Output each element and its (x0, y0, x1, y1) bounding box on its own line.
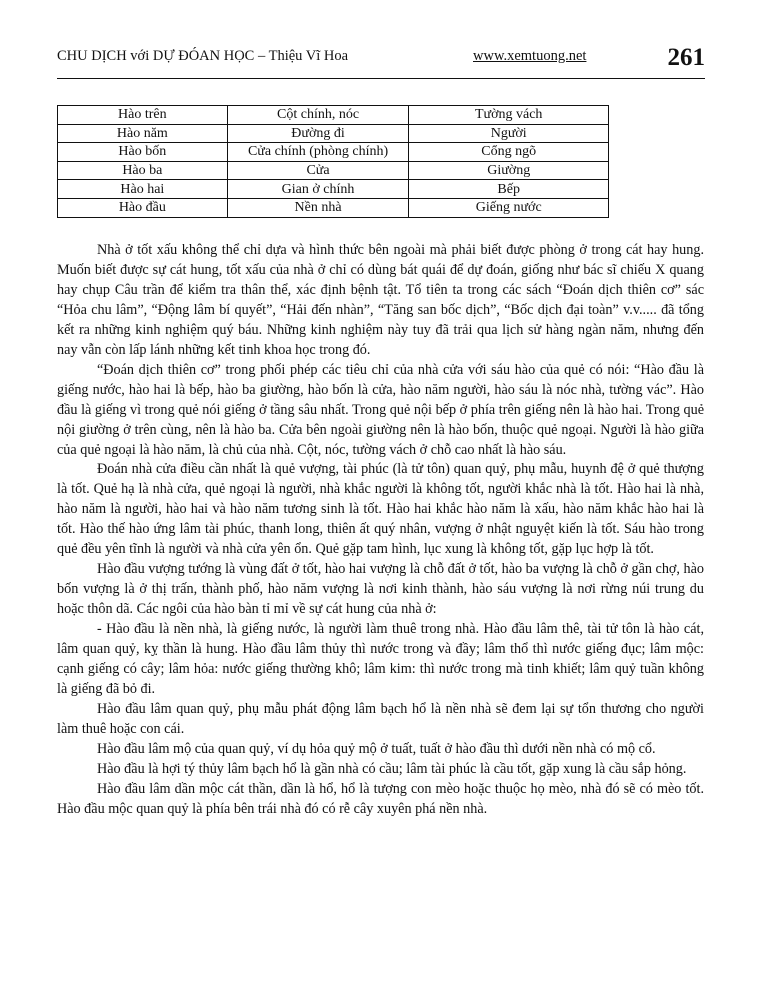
table-row (58, 143, 609, 162)
website-link[interactable]: www.xemtuong.net (473, 48, 587, 64)
table-cell: Gian ở chính (227, 180, 409, 199)
paragraph: Hào đầu lâm dần mộc cát thần, dần là hổ, hổ là tượng con mèo hoặc thuộc họ mèo, nhà đó sẽ có mèo tốt. Hào đầu mộc quan quỷ là phía bên trái nhà đó có rễ cây xuyên phá nền nhà. (57, 780, 704, 817)
table-row (58, 161, 609, 180)
table-cell: Hào bốn (58, 143, 228, 162)
paragraph: Nhà ở tốt xấu không thể chỉ dựa và hình thức bên ngoài mà phải biết được phòng ở trong cát hay hung. Muốn biết được sự cát hung, tốt xấu của nhà ở chỉ có dùng bát quái để dự đoán, giống như bác sĩ chiếu X quang hay chụp Câu trần để kiểm tra thân thể, xác định bệnh tật. Tổ tiên ta trong các sách “Đoán dịch thiên cơ” sác “Hỏa chu lâm”, “Động lâm bí quyết”, “Hải đến nhàn”, “Tăng san bốc dịch”, “Bốc dịch đại toàn” v.v..... đã tổng kết ra những kinh nghiệm quý báu. Những kinh nghiệm này tuy đã trải qua lịch sử hàng ngàn năm, nhưng đến nay vẫn còn lấp lánh những kết tinh khoa học trong đó. (57, 242, 704, 358)
table-cell: Hào đầu (58, 198, 228, 217)
table-cell: Cửa (227, 161, 409, 180)
table-cell: Hào ba (58, 161, 228, 180)
hexagram-line-house-table (57, 105, 609, 218)
paragraph: “Đoán dịch thiên cơ” trong phối phép các tiêu chỉ của nhà cửa với sáu hào của quẻ có nói: “Hào đầu là giếng nước, hào hai là bếp, hào ba giường, hào bốn là cửa, hào năm người, hào sáu là nóc nhà, tường vác”. Hào đầu là giếng vì trong quẻ nói giếng ở tầng sâu nhất. Trong quẻ nội bếp ở phía trên giếng nên là hào hai. Trong quẻ nội giường ở trên cùng, nên là hào ba. Cửa bên ngoài giường nên là hào bốn, thuộc quẻ ngoại. Người là hào giữa của quẻ ngoại là hào năm, là chủ của nhà. Cột, nóc, tường vách ở chỗ cao nhất là hào sáu. (57, 361, 704, 458)
table-cell: Hào trên (58, 106, 228, 125)
paragraph: Hào đầu lâm mộ của quan quỷ, ví dụ hỏa quỷ mộ ở tuất, tuất ở hào đầu thì dưới nền nhà có mộ cổ. (97, 740, 656, 757)
header-divider (57, 78, 705, 79)
table-cell: Cổng ngõ (409, 143, 609, 162)
table-cell: Giường (409, 161, 609, 180)
table-row (58, 124, 609, 143)
page-number: 261 (667, 44, 705, 71)
table-cell: Hào năm (58, 124, 228, 143)
paragraph: Hào đầu vượng tướng là vùng đất ở tốt, hào hai vượng là chỗ đất ở tốt, hào ba vượng là chỗ ở gần chợ, hào bốn vượng là ở thị trấn, thành phố, hào năm vượng là nơi kinh thành, hào sáu vượng là nơi rừng núi trung du hoặc thôn dã. Các ngôi của hào bàn tỉ mỉ về sự cát hung của nhà ở: (57, 561, 704, 618)
table-cell: Bếp (409, 180, 609, 199)
book-title: CHU DỊCH với DỰ ĐÓAN HỌC – Thiệu Vĩ Hoa (57, 48, 349, 64)
paragraph: Hào đầu là hợi tý thủy lâm bạch hổ là gần nhà có cầu; lâm tài phúc là cầu tốt, gặp xung là cầu sắp hỏng. (97, 760, 687, 777)
table-row (58, 180, 609, 199)
page-header (57, 44, 705, 78)
paragraph: Đoán nhà cửa điều cần nhất là quẻ vượng, tài phúc (là tử tôn) quan quỷ, phụ mẫu, huynh đệ ở quẻ thượng là tốt. Quẻ hạ là nhà cửa, quẻ ngoại là người, nhà khắc người là không tốt, người khắc nhà là tốt. Hào hai là nhà, hào năm là người, hào hai và hào năm tương sinh là tốt. Hào hai khắc hào năm là xấu, hào năm khắc hào hai là tốt. Hào thế hào ứng lâm tài phúc, thanh long, thiên ất quý nhân, vượng ở nhật nguyệt kiến là tốt. Sáu hào trong quẻ đều yên tĩnh là người và nhà cửa yên ổn. Quẻ gặp tam hình, lục xung là không tốt, gặp lục hợp là tốt. (57, 461, 704, 558)
paragraph: - Hào đầu là nền nhà, là giếng nước, là người làm thuê trong nhà. Hào đầu lâm thê, tài tử tôn là hào cát, lâm quan quỷ, kỵ thần là hung. Hào đầu lâm thủy thì nước trong và đầy; lâm thổ thì nước giếng đục; lâm mộc: cạnh giếng có cây; lâm hỏa: nước giếng thường khô; lâm kim: thì nước trong mà tinh khiết; lâm quỷ tuần không là giếng đã bỏ đi. (57, 621, 704, 697)
table-row (58, 106, 609, 125)
paragraph: Hào đầu lâm quan quỷ, phụ mẫu phát động lâm bạch hổ là nền nhà sẽ đem lại sự tổn thương cho người làm thuê hoặc con cái. (57, 700, 704, 737)
table-cell: Đường đi (227, 124, 409, 143)
table-cell: Giếng nước (409, 198, 609, 217)
table-cell: Tường vách (409, 106, 609, 125)
table-cell: Hào hai (58, 180, 228, 199)
table-cell: Cột chính, nóc (227, 106, 409, 125)
body-text (57, 241, 704, 820)
table-cell: Nền nhà (227, 198, 409, 217)
table-cell: Cửa chính (phòng chính) (227, 143, 409, 162)
table-cell: Người (409, 124, 609, 143)
table-row (58, 198, 609, 217)
